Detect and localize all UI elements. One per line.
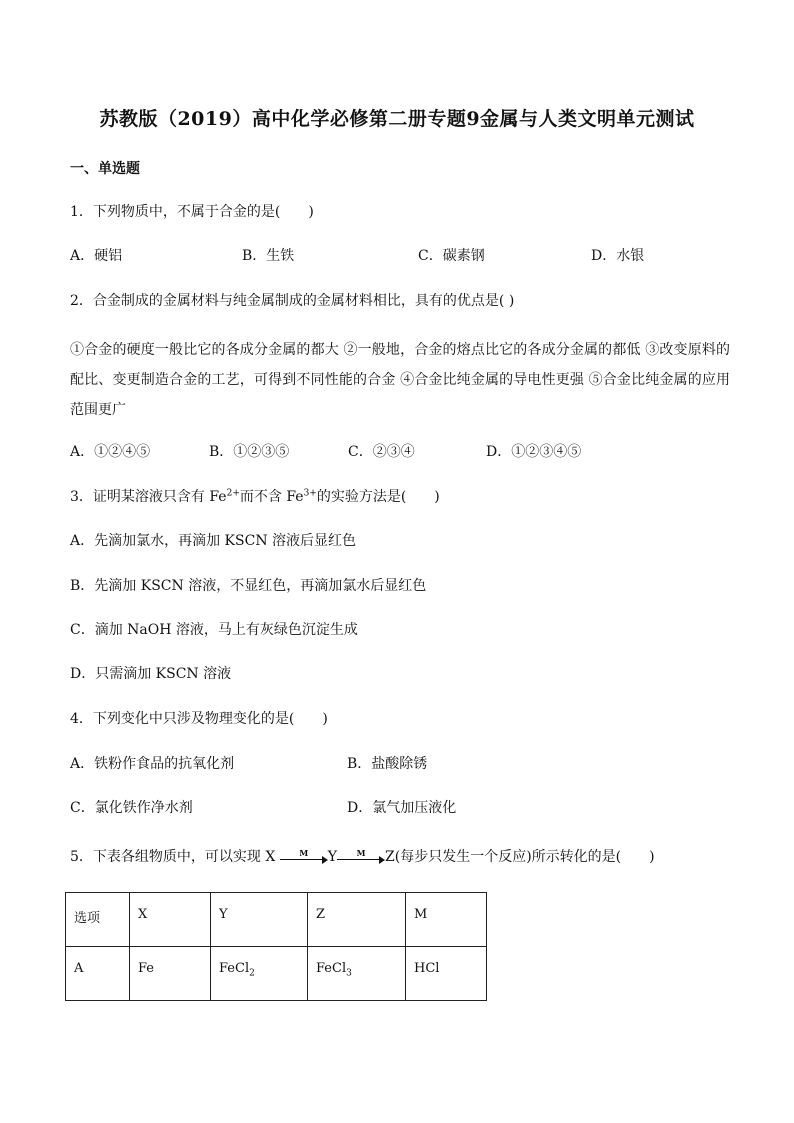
question-2-stem: 2．合金制成的金属材料与纯金属制成的金属材料相比，具有的优点是( ) — [70, 293, 515, 309]
q5-stem-part-2: Z(每步只发生一个反应)所示转化的是( ) — [385, 849, 655, 865]
question-4-stem: 4．下列变化中只涉及物理变化的是( ) — [70, 711, 328, 727]
q2-option-c[interactable]: C．②③④ — [348, 444, 415, 460]
q3-option-c[interactable]: C．滴加 NaOH 溶液，马上有灰绿色沉淀生成 — [70, 622, 358, 638]
q4-option-c[interactable]: C．氯化铁作净水剂 — [70, 800, 193, 816]
q3-stem-part-1: 3．证明某溶液只含有 Fe — [70, 489, 227, 505]
reaction-arrow-1 — [280, 850, 328, 864]
q3-option-a[interactable]: A．先滴加氯水，再滴加 KSCN 溶液后显红色 — [70, 533, 357, 549]
q4-option-d[interactable]: D．氯气加压液化 — [347, 800, 457, 816]
page-title: 苏教版（2019）高中化学必修第二册专题9金属与人类文明单元测试 — [99, 108, 695, 130]
arrow-label-2: M — [356, 848, 366, 858]
reaction-arrow-2 — [337, 850, 385, 864]
table-row — [66, 947, 487, 1001]
q3-stem-part-2: 而不含 Fe — [239, 489, 304, 505]
q1-option-c[interactable]: C．碳素钢 — [418, 248, 485, 264]
q3-option-d[interactable]: D．只需滴加 KSCN 溶液 — [70, 666, 232, 682]
question-3-stem — [70, 487, 440, 507]
q1-option-a[interactable]: A．硬铝 — [70, 248, 123, 264]
table-header-m: M — [406, 893, 487, 947]
table-header-x: X — [130, 893, 211, 947]
q3-option-b[interactable]: B．先滴加 KSCN 溶液，不显红色，再滴加氯水后显红色 — [70, 578, 427, 594]
question-2-statements: ①合金的硬度一般比它的各成分金属的都大 ②一般地，合金的熔点比它的各成分金属的都低 ③改变原料的配比、变更制造合金的工艺，可得到不同性能的合金 ④合金比纯金属的导电性更强 ⑤合金比纯金属的应用范围更广 — [70, 342, 730, 418]
question-1-stem: 1．下列物质中，不属于合金的是( ) — [70, 204, 314, 220]
arrow-label-1: M — [299, 848, 309, 858]
q4-option-a[interactable]: A．铁粉作食品的抗氧化剂 — [70, 756, 235, 772]
q1-option-b[interactable]: B．生铁 — [242, 248, 295, 264]
q1-option-d[interactable]: D．水银 — [591, 248, 645, 264]
table-cell-z-subscript: 3 — [346, 968, 352, 979]
question-5-stem — [70, 847, 655, 867]
table-cell-option: A — [66, 947, 130, 1001]
table-cell-y-subscript: 2 — [249, 968, 255, 979]
q3-stem-part-3: 的实验方法是( ) — [316, 489, 440, 505]
table-header-option: 选项 — [66, 893, 130, 947]
q2-option-d[interactable]: D．①②③④⑤ — [486, 444, 582, 460]
q5-stem-part-1: 5．下表各组物质中，可以实现 X — [70, 849, 276, 865]
table-header-z: Z — [308, 893, 406, 947]
table-header-row — [66, 893, 487, 947]
table-cell-y — [211, 947, 308, 1001]
table-cell-m: HCl — [406, 947, 487, 1001]
q2-option-b[interactable]: B．①②③⑤ — [209, 444, 290, 460]
q5-intermediate: Y — [327, 849, 338, 865]
q4-option-b[interactable]: B．盐酸除锈 — [347, 756, 428, 772]
q3-ion-charge-2: 3+ — [303, 488, 317, 499]
q2-option-a[interactable]: A．①②④⑤ — [70, 444, 151, 460]
table-cell-z-base: FeCl — [316, 961, 347, 976]
table-cell-y-base: FeCl — [219, 961, 250, 976]
q3-ion-charge-1: 2+ — [226, 488, 240, 499]
table-cell-z — [308, 947, 406, 1001]
table-header-y: Y — [211, 893, 308, 947]
question-5-table — [65, 892, 487, 1001]
table-cell-x: Fe — [130, 947, 211, 1001]
section-heading: 一、单选题 — [70, 161, 140, 177]
